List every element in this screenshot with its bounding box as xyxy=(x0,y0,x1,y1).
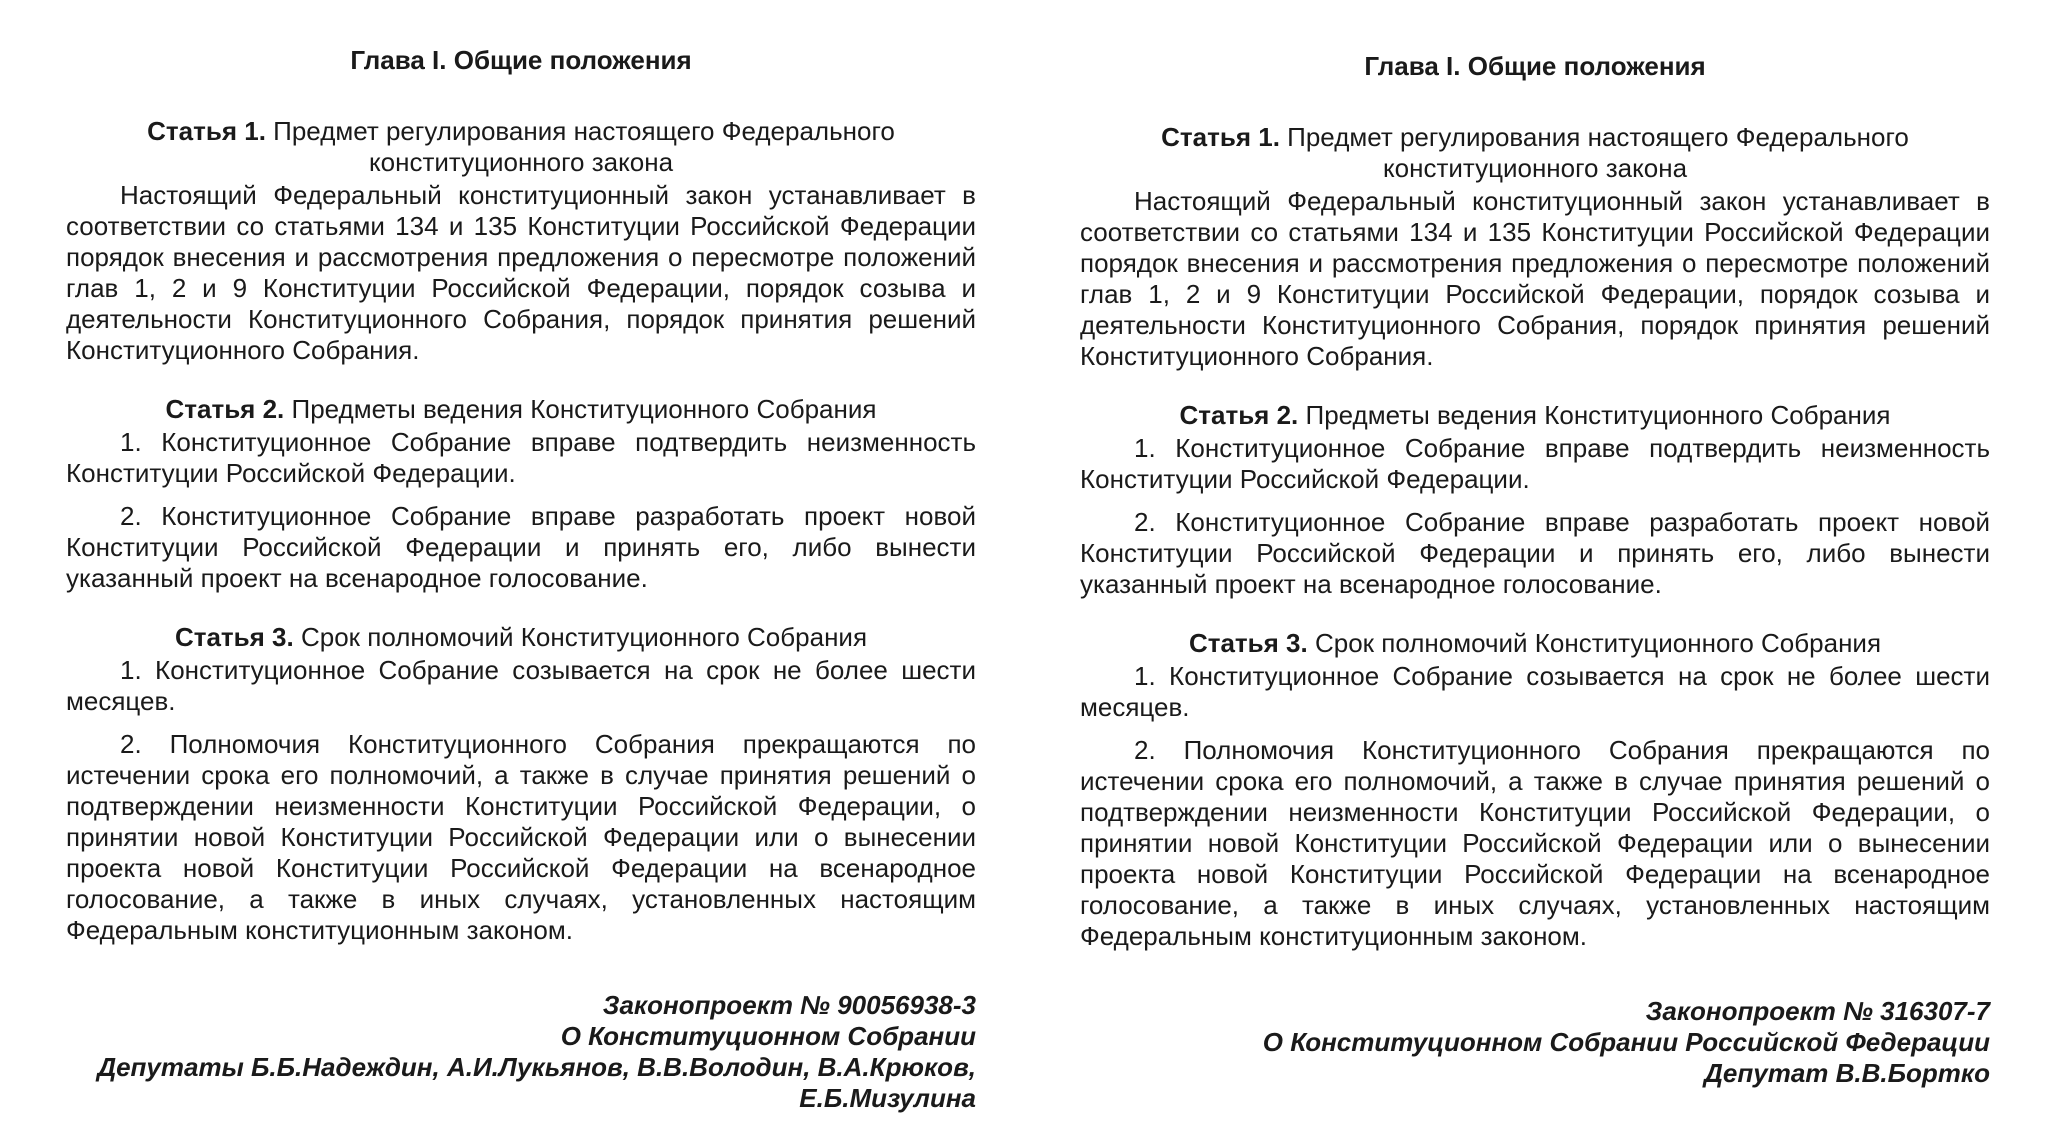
article-1-paragraph: Настоящий Федеральный конституционный закон устанавливает в соответствии со статьями 134 и 135 Конституции Российской Федерации порядок внесения и рассмотрения предложения о пересмотре положений глав 1, 2 и 9 Конституции Российской Федерации, порядок созыва и деятельности Конституционного Собрания, порядок принятия решений Конституционного Собрания. xyxy=(66,180,976,365)
article-1-number: Статья 1. xyxy=(147,116,266,146)
article-2-paragraph-2: 2. Конституционное Собрание вправе разработать проект новой Конституции Российской Федерации и принять его, либо вынести указанный проект на всенародное голосование. xyxy=(66,501,976,593)
bill-number: Законопроект № 316307-7 xyxy=(1645,996,1990,1026)
article-3-number: Статья 3. xyxy=(174,622,294,652)
bill-authors-continued: Е.Б.Мизулина xyxy=(799,1083,976,1113)
article-2-paragraph-2: 2. Конституционное Собрание вправе разработать проект новой Конституции Российской Федерации и принять его, либо вынести указанный проект на всенародное голосование. xyxy=(1080,507,1990,599)
article-3-heading xyxy=(1080,628,1990,659)
bill-caption xyxy=(66,990,976,1114)
article-3-title: Срок полномочий Конституционного Собрания xyxy=(1314,628,1882,658)
bill-author: Депутат В.В.Бортко xyxy=(1704,1058,1990,1088)
article-3-paragraph-2: 2. Полномочия Конституционного Собрания прекращаются по истечении срока его полномочий, а также в случае принятия решений о подтверждении неизменности Конституции Российской Федерации, о принятии новой Конституции Российской Федерации или о вынесении проекта новой Конституции Российской Федерации на всенародное голосование, а также в иных случаях, установленных настоящим Федеральным конституционным законом. xyxy=(66,729,976,945)
article-3-paragraph-1: 1. Конституционное Собрание созывается на срок не более шести месяцев. xyxy=(66,655,976,716)
article-1-heading xyxy=(1080,122,1990,184)
bill-authors: Депутаты Б.Б.Надеждин, А.И.Лукьянов, В.В.Володин, В.А.Крюков, xyxy=(97,1052,976,1082)
article-3-paragraph-1: 1. Конституционное Собрание созывается на срок не более шести месяцев. xyxy=(1080,661,1990,722)
article-3-number: Статья 3. xyxy=(1188,628,1308,658)
article-1-heading xyxy=(66,116,976,178)
article-1-paragraph: Настоящий Федеральный конституционный закон устанавливает в соответствии со статьями 134 и 135 Конституции Российской Федерации порядок внесения и рассмотрения предложения о пересмотре положений глав 1, 2 и 9 Конституции Российской Федерации, порядок созыва и деятельности Конституционного Собрания, порядок принятия решений Конституционного Собрания. xyxy=(1080,186,1990,371)
left-document-column xyxy=(66,0,976,1114)
article-1-title: Предмет регулирования настоящего Федерального конституционного закона xyxy=(273,116,895,177)
bill-title: О Конституционном Собрании xyxy=(560,1021,976,1051)
chapter-heading: Глава I. Общие положения xyxy=(1364,51,1706,81)
bill-title: О Конституционном Собрании Российской Федерации xyxy=(1262,1027,1990,1057)
article-1-number: Статья 1. xyxy=(1161,122,1280,152)
article-2-number: Статья 2. xyxy=(165,394,285,424)
article-3-paragraph-2: 2. Полномочия Конституционного Собрания прекращаются по истечении срока его полномочий, а также в случае принятия решений о подтверждении неизменности Конституции Российской Федерации, о принятии новой Конституции Российской Федерации или о вынесении проекта новой Конституции Российской Федерации на всенародное голосование, а также в иных случаях, установленных настоящим Федеральным конституционным законом. xyxy=(1080,735,1990,951)
article-2-paragraph-1: 1. Конституционное Собрание вправе подтвердить неизменность Конституции Российской Федерации. xyxy=(66,427,976,488)
article-3-heading xyxy=(66,622,976,653)
bill-number: Законопроект № 90056938-3 xyxy=(602,990,976,1020)
article-2-paragraph-1: 1. Конституционное Собрание вправе подтвердить неизменность Конституции Российской Федерации. xyxy=(1080,433,1990,494)
article-3-title: Срок полномочий Конституционного Собрания xyxy=(300,622,868,652)
right-document-column xyxy=(1080,0,1990,1089)
article-2-title: Предметы ведения Конституционного Собрания xyxy=(291,394,877,424)
article-2-heading xyxy=(1080,400,1990,431)
bill-caption xyxy=(1080,996,1990,1089)
article-1-title: Предмет регулирования настоящего Федерального конституционного закона xyxy=(1287,122,1909,183)
article-2-number: Статья 2. xyxy=(1179,400,1299,430)
article-2-heading xyxy=(66,394,976,425)
chapter-heading: Глава I. Общие положения xyxy=(350,45,692,75)
article-2-title: Предметы ведения Конституционного Собрания xyxy=(1305,400,1891,430)
